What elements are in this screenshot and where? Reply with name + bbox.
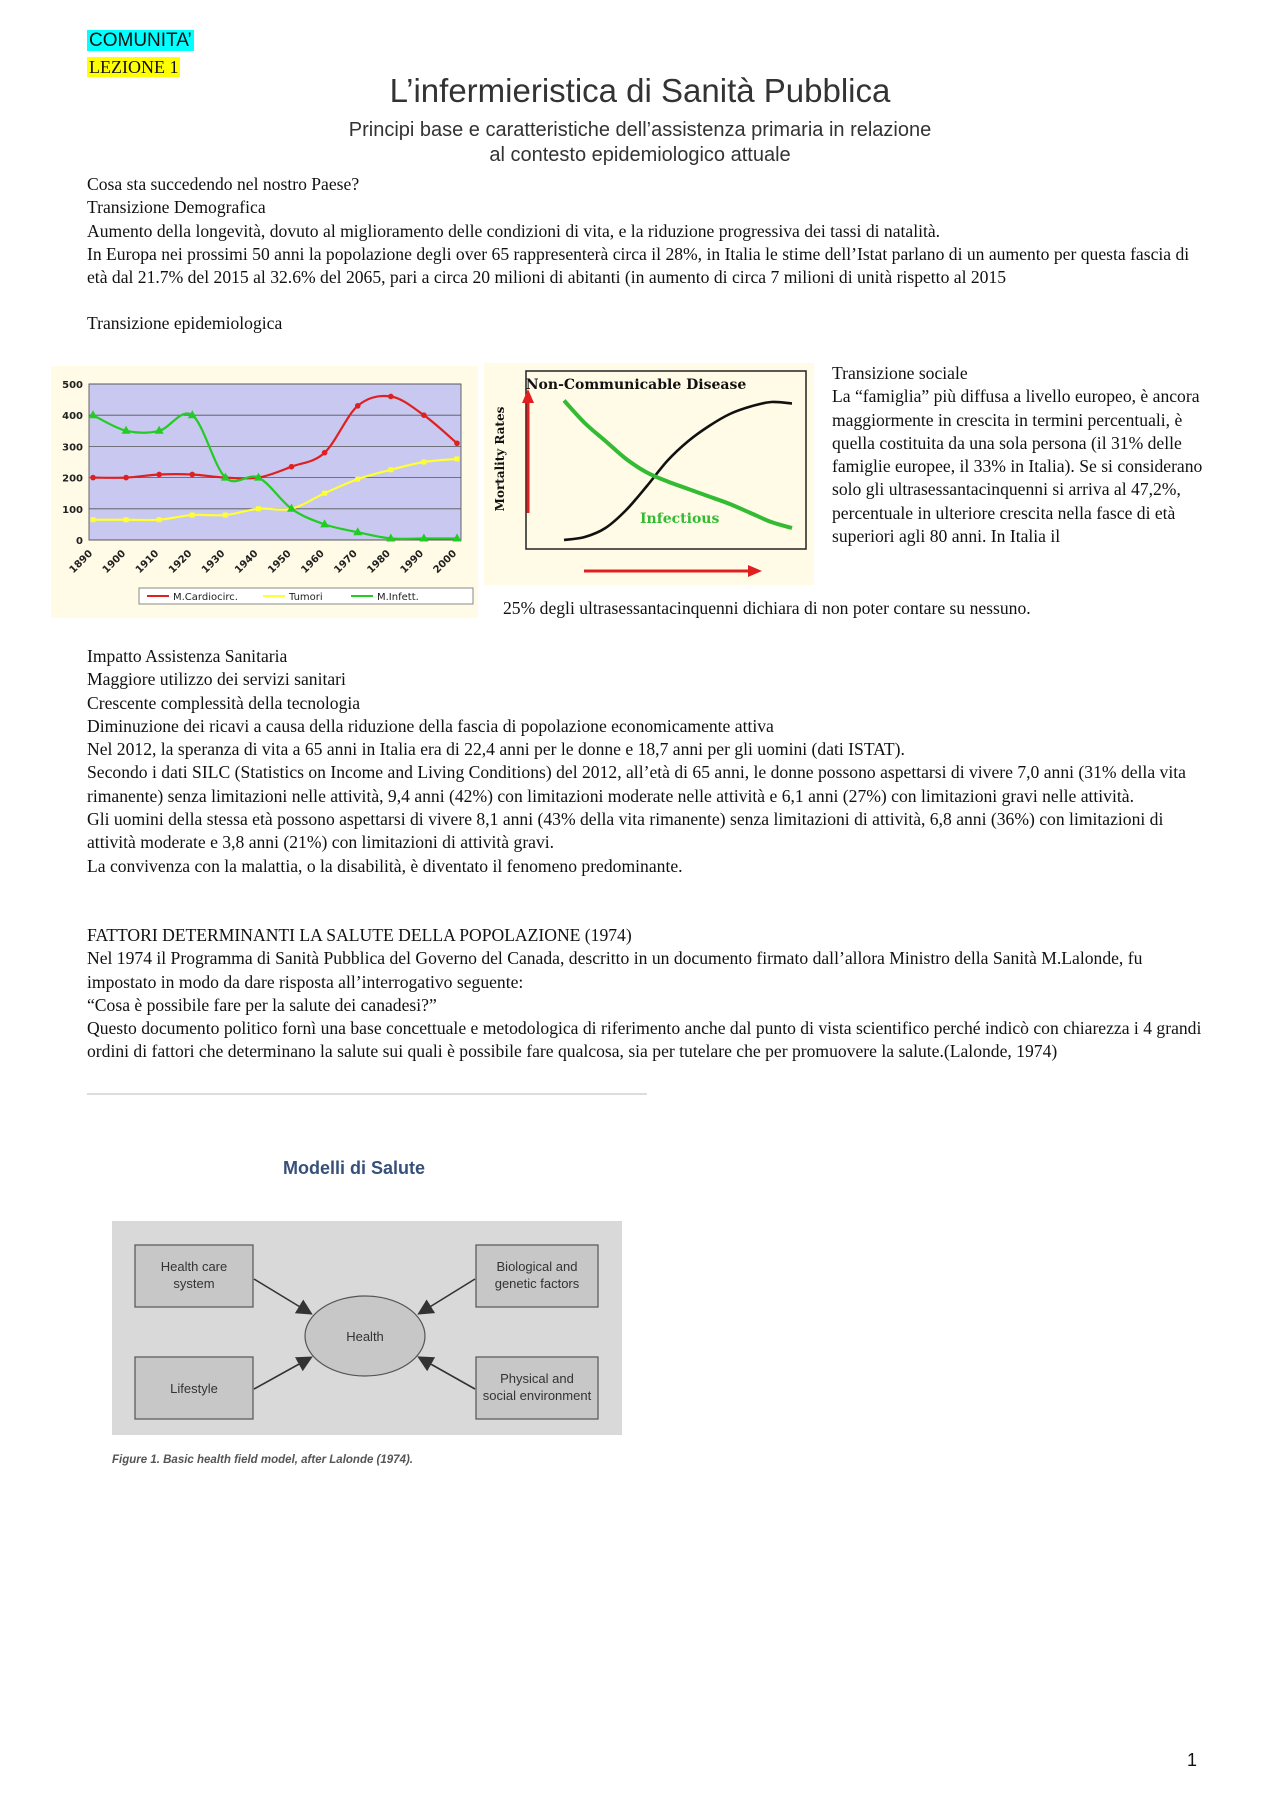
list-item: Maggiore utilizzo dei servizi sanitari — [87, 669, 346, 690]
social-heading: Transizione sociale — [832, 363, 968, 383]
paragraph: Questo documento politico fornì una base concettuale e metodologica di riferimento anche dal punto di vista scientifico perché indicò con chiarezza i 4 grandi ordini di fattori che determinano la salute sui quali è possibile fare qualcosa, sia per tutelare che per promuovere la salute.(Lalonde, 1974) — [87, 1018, 1202, 1062]
data-point — [455, 456, 460, 461]
x-tick-label: 1970 — [332, 548, 360, 576]
y-tick-label: 300 — [62, 442, 83, 454]
legend-label: M.Cardiocirc. — [173, 592, 238, 603]
course-label: COMUNITA’ — [89, 30, 192, 51]
intro-section — [87, 173, 1207, 336]
determinants-section — [87, 924, 1207, 1064]
social-paragraph: La “famiglia” più diffusa a livello europeo, è ancora maggiormente in crescita in termini percentuali, è quella costituita da una sola persona (il 31% delle famiglie europee, il 33% in Italia). Se si considerano solo gli ultrasessantacinquenni si arriva al 47,2%, percentuale in ulteriore crescita nella fasce di età superiori agli 80 anni. In Italia il — [832, 386, 1203, 547]
health-label: Health — [346, 1329, 384, 1344]
health-field-model — [112, 1221, 622, 1435]
epidemiological-heading: Transizione epidemiologica — [87, 313, 283, 334]
transition-chart — [484, 363, 814, 585]
x-tick-label: 1950 — [266, 548, 294, 576]
box-label: Physical and — [500, 1371, 574, 1386]
x-tick-label: 1910 — [133, 548, 162, 576]
demographic-heading: Transizione Demografica — [87, 197, 266, 218]
data-point — [322, 450, 328, 456]
y-tick-label: 100 — [62, 504, 83, 516]
mortality-chart-container — [51, 366, 478, 618]
data-point — [91, 517, 96, 522]
legend-label: Tumori — [289, 592, 323, 603]
data-point — [157, 517, 162, 522]
data-point — [421, 412, 427, 418]
y-tick-labels — [62, 380, 83, 547]
plot-area — [89, 384, 461, 540]
paragraph: Secondo i dati SILC (Statistics on Income and Living Conditions) del 2012, all’età di 65 anni, le donne possono aspettarsi di vivere 7,0 anni (31% della vita rimanente) senza limitazioni nelle attività, 9,4 anni (42%) con limitazioni moderate nelle attività e 6,1 anni (27%) con limitazioni gravi nelle attività. — [87, 762, 1186, 806]
social-continuation: 25% degli ultrasessantacinquenni dichiara di non poter contare su nessuno. — [503, 598, 1031, 618]
data-point — [421, 460, 426, 465]
x-tick-label: 1980 — [365, 548, 393, 576]
paragraph: Nel 2012, la speranza di vita a 65 anni in Italia era di 22,4 anni per le donne e 18,7 anni per gli uomini (dati ISTAT). — [87, 739, 905, 760]
x-tick-label: 1900 — [100, 548, 129, 576]
data-point — [454, 440, 460, 446]
chart-title: Non-Communicable Disease — [525, 377, 747, 393]
infectious-annotation: Infectious — [640, 511, 720, 527]
impact-heading: Impatto Assistenza Sanitaria — [87, 646, 288, 666]
subtitle-line: Principi base e caratteristiche dell’assistenza primaria in relazione — [348, 119, 932, 141]
paragraph: In Europa nei prossimi 50 anni la popolazione degli over 65 rappresenterà circa il 28%, in Italia le stime dell’Istat parlano di un aumento per questa fascia di età dal 21.7% del 2015 al 32.6% del 2065, pari a circa 20 milioni di abitanti (in aumento di circa 7 milioni di unità rispetto al 2015 — [87, 243, 1190, 288]
diagram-caption: Figure 1. Basic health field model, after Lalonde (1974). — [112, 1454, 413, 1466]
data-point — [388, 394, 394, 400]
paragraph: Aumento della longevità, dovuto al miglioramento delle condizioni di vita, e la riduzione progressiva dei tassi di natalità. — [87, 220, 941, 241]
y-axis-label: Mortality Rates — [493, 406, 507, 512]
y-tick-label: 200 — [62, 473, 83, 485]
infectious-line — [564, 401, 792, 529]
y-tick-label: 400 — [62, 411, 83, 423]
x-tick-label: 2000 — [431, 548, 460, 576]
page-title: L’infermieristica di Sanità Pubblica — [389, 72, 891, 109]
box-label: Health care — [160, 1259, 228, 1274]
data-point — [156, 472, 162, 478]
page-number: 1 — [1187, 1750, 1198, 1770]
data-point — [124, 517, 129, 522]
data-point — [189, 472, 195, 478]
data-point — [256, 506, 261, 511]
box-label: genetic factors — [494, 1276, 580, 1291]
list-item: Crescente complessità della tecnologia — [87, 692, 361, 713]
data-point — [223, 513, 228, 518]
mortality-chart — [51, 366, 478, 618]
x-tick-label: 1960 — [299, 548, 327, 576]
x-tick-label: 1920 — [166, 548, 195, 576]
data-point — [289, 464, 295, 470]
paragraph: Nel 1974 il Programma di Sanità Pubblica del Governo del Canada, descritto in un documento firmato dall’allora Ministro della Sanità M.Lalonde, fu impostato in modo da dare risposta all’interrogativo seguente: — [87, 948, 1143, 992]
page-subtitle — [0, 118, 1280, 168]
legend-label: M.Infett. — [377, 592, 419, 603]
chart-legend — [139, 588, 473, 604]
healthcare-impact-section — [87, 645, 1207, 878]
x-tick-label: 1940 — [233, 548, 261, 576]
data-point — [355, 477, 360, 482]
paragraph: Gli uomini della stessa età possono aspettarsi di vivere 8,1 anni (43% della vita rimanente) senza limitazioni di attività, 6,8 anni (36%) con limitazioni di attività moderate e 3,8 anni (21%) con limitazioni di attività gravi. — [87, 809, 1164, 853]
x-arrow-head — [748, 565, 762, 577]
determinants-heading: FATTORI DETERMINANTI LA SALUTE DELLA POPOLAZIONE (1974) — [87, 925, 632, 945]
quote: “Cosa è possibile fare per la salute dei canadesi?” — [87, 994, 437, 1015]
divider — [87, 1093, 647, 1095]
box-label: social environment — [482, 1388, 592, 1403]
x-tick-labels — [68, 548, 459, 575]
x-tick-label: 1990 — [398, 548, 427, 576]
data-point — [388, 467, 393, 472]
y-tick-label: 0 — [76, 536, 83, 547]
y-tick-label: 500 — [62, 380, 83, 391]
question-line: Cosa sta succedendo nel nostro Paese? — [87, 174, 360, 194]
list-item: Diminuzione dei ricavi a causa della riduzione della fascia di popolazione economicamente attiva — [87, 715, 774, 736]
data-point — [123, 475, 129, 481]
box-label: system — [173, 1276, 215, 1291]
data-point — [355, 403, 361, 409]
paragraph: La convivenza con la malattia, o la disabilità, è diventato il fenomeno predominante. — [87, 855, 683, 876]
data-point — [322, 491, 327, 496]
lesson-label: LEZIONE 1 — [89, 57, 179, 77]
transition-chart-container — [484, 363, 814, 585]
x-tick-label: 1930 — [200, 548, 228, 576]
box-label: Lifestyle — [170, 1381, 218, 1396]
box-label: Biological and — [496, 1259, 578, 1274]
social-transition-text — [832, 362, 1214, 548]
data-point — [90, 475, 96, 481]
subtitle-line: al contesto epidemiologico attuale — [489, 144, 791, 166]
data-point — [190, 513, 195, 518]
x-tick-label: 1890 — [67, 548, 96, 576]
diagram-title: Modelli di Salute — [283, 1158, 426, 1178]
